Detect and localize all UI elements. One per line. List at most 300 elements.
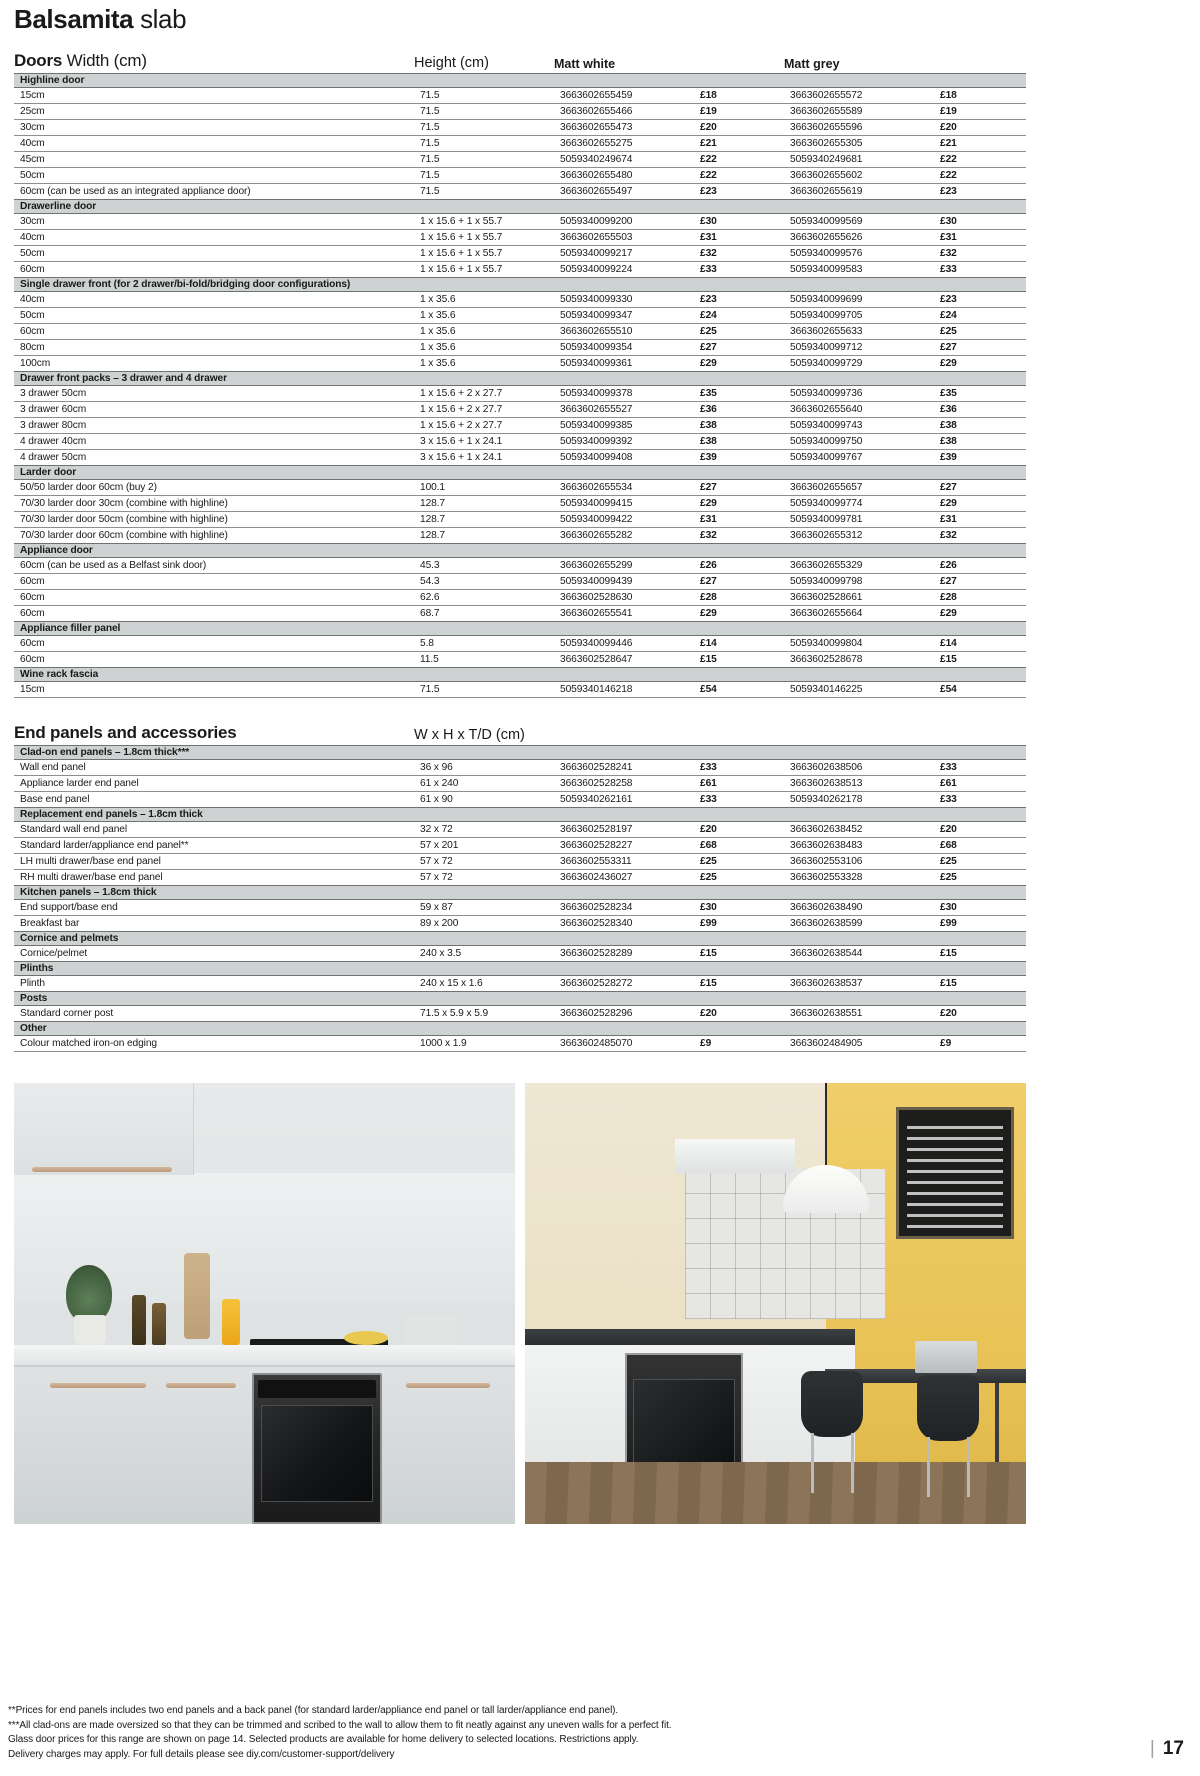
cell-description: Cornice/pelmet — [20, 948, 88, 959]
table-row — [14, 246, 1026, 262]
cell-grey-code: 3663602528661 — [790, 592, 863, 603]
cell-dimension: 54.3 — [420, 576, 440, 587]
cell-dimension: 240 x 3.5 — [420, 948, 462, 959]
cell-white-price: £33 — [700, 762, 717, 773]
cell-white-code: 5059340099439 — [560, 576, 633, 587]
column-header-dimensions: W x H x T/D (cm) — [414, 727, 525, 743]
cell-description: 60cm (can be used as a Belfast sink door) — [20, 560, 207, 571]
cell-white-code: 3663602528234 — [560, 902, 633, 913]
cell-white-price: £25 — [700, 872, 717, 883]
cell-grey-code: 3663602655640 — [790, 404, 863, 415]
panels-header-label: End panels and accessories — [14, 723, 237, 742]
cell-description: 15cm — [20, 90, 45, 101]
cell-white-code: 3663602655541 — [560, 608, 633, 619]
pendant-cord — [825, 1083, 827, 1169]
cell-white-price: £35 — [700, 388, 717, 399]
cell-white-price: £28 — [700, 592, 717, 603]
cell-dimension: 71.5 — [420, 684, 440, 695]
cell-description: 60cm — [20, 654, 45, 665]
cell-description: 15cm — [20, 684, 45, 695]
wood-floor — [525, 1462, 1026, 1524]
oven-door-glass-left — [261, 1405, 373, 1502]
cell-description: 60cm — [20, 592, 45, 603]
cell-grey-code: 5059340099781 — [790, 514, 863, 525]
cell-white-price: £33 — [700, 794, 717, 805]
left-upper-handle — [32, 1167, 172, 1172]
cell-dimension: 1 x 15.6 + 1 x 55.7 — [420, 248, 503, 259]
cell-white-code: 5059340099415 — [560, 498, 633, 509]
cell-grey-price: £33 — [940, 762, 957, 773]
cell-description: Wall end panel — [20, 762, 86, 773]
table-row — [14, 1006, 1026, 1022]
cell-grey-price: £18 — [940, 90, 957, 101]
column-header-matt-white: Matt white — [554, 57, 616, 71]
cell-white-code: 5059340099361 — [560, 358, 633, 369]
plant-pot — [74, 1315, 106, 1345]
cell-white-price: £21 — [700, 138, 717, 149]
cell-dimension: 89 x 200 — [420, 918, 459, 929]
table-row — [14, 230, 1026, 246]
built-in-oven-right — [625, 1353, 743, 1475]
cell-grey-price: £9 — [940, 1038, 952, 1049]
cell-grey-code: 5059340099767 — [790, 452, 863, 463]
cell-grey-code: 5059340262178 — [790, 794, 863, 805]
cell-grey-price: £22 — [940, 154, 957, 165]
cell-white-code: 5059340146218 — [560, 684, 633, 695]
cell-grey-code: 3663602638490 — [790, 902, 863, 913]
table-row — [14, 574, 1026, 590]
cell-white-code: 5059340099330 — [560, 294, 633, 305]
cell-grey-code: 3663602655305 — [790, 138, 863, 149]
cell-grey-price: £21 — [940, 138, 957, 149]
cell-white-code: 3663602528289 — [560, 948, 633, 959]
cell-grey-code: 5059340099712 — [790, 342, 863, 353]
cell-description: Colour matched iron-on edging — [20, 1038, 157, 1049]
cell-description: 3 drawer 80cm — [20, 420, 87, 431]
cell-grey-price: £24 — [940, 310, 957, 321]
section-header-row: Clad-on end panels – 1.8cm thick*** — [14, 745, 1026, 760]
table-row — [14, 340, 1026, 356]
cell-grey-price: £30 — [940, 902, 957, 913]
cell-grey-code: 5059340249681 — [790, 154, 863, 165]
cell-white-code: 3663602528197 — [560, 824, 633, 835]
page-number-divider: | — [1149, 1738, 1155, 1759]
footnote-line-1: **Prices for end panels includes two end panels and a back panel (for standard larder/appliance end panel or tall larder/appliance end panel). — [8, 1705, 619, 1716]
cell-description: 50/50 larder door 60cm (buy 2) — [20, 482, 157, 493]
cell-grey-code: 3663602638506 — [790, 762, 863, 773]
cell-white-price: £38 — [700, 420, 717, 431]
column-header-height: Height (cm) — [414, 55, 489, 71]
cell-white-price: £20 — [700, 122, 717, 133]
cell-white-code: 3663602655275 — [560, 138, 633, 149]
cell-grey-price: £23 — [940, 186, 957, 197]
cell-white-code: 5059340262161 — [560, 794, 633, 805]
cell-white-price: £18 — [700, 90, 717, 101]
cell-grey-price: £15 — [940, 978, 957, 989]
section-header-row: Replacement end panels – 1.8cm thick — [14, 807, 1026, 822]
food-plate — [344, 1331, 388, 1345]
cell-grey-price: £22 — [940, 170, 957, 181]
cell-grey-code: 5059340099699 — [790, 294, 863, 305]
cell-description: 50cm — [20, 248, 45, 259]
cell-description: 70/30 larder door 60cm (combine with highline) — [20, 530, 228, 541]
poster-text-lines — [907, 1118, 1003, 1228]
page-number — [1150, 1738, 1184, 1760]
section-header-row: Single drawer front (for 2 drawer/bi-fold/bridging door configurations) — [14, 277, 1026, 292]
cell-white-code: 5059340099217 — [560, 248, 633, 259]
cell-grey-code: 5059340099583 — [790, 264, 863, 275]
cell-white-code: 5059340099347 — [560, 310, 633, 321]
cell-dimension: 57 x 201 — [420, 840, 459, 851]
cell-description: 70/30 larder door 50cm (combine with highline) — [20, 514, 228, 525]
cell-grey-code: 3663602655626 — [790, 232, 863, 243]
cell-white-code: 5059340099200 — [560, 216, 633, 227]
cell-white-code: 5059340099422 — [560, 514, 633, 525]
cell-grey-price: £36 — [940, 404, 957, 415]
table-row — [14, 386, 1026, 402]
cell-grey-code: 3663602655602 — [790, 170, 863, 181]
table-row — [14, 104, 1026, 120]
cell-grey-price: £30 — [940, 216, 957, 227]
cell-white-price: £20 — [700, 824, 717, 835]
table-row — [14, 760, 1026, 776]
table-row — [14, 1036, 1026, 1052]
cell-white-price: £14 — [700, 638, 717, 649]
cell-grey-code: 3663602484905 — [790, 1038, 863, 1049]
section-header-row: Appliance filler panel — [14, 621, 1026, 636]
table-row — [14, 822, 1026, 838]
cell-dimension: 57 x 72 — [420, 872, 453, 883]
cell-white-price: £22 — [700, 170, 717, 181]
built-in-oven-left — [252, 1373, 382, 1524]
cell-dimension: 71.5 — [420, 154, 440, 165]
oil-bottle — [132, 1295, 146, 1345]
cell-dimension: 1 x 35.6 — [420, 294, 456, 305]
table-row — [14, 854, 1026, 870]
cell-white-code: 3663602655282 — [560, 530, 633, 541]
cell-white-price: £27 — [700, 576, 717, 587]
cell-grey-price: £35 — [940, 388, 957, 399]
cell-white-price: £23 — [700, 186, 717, 197]
end-panels-price-table — [14, 716, 1026, 1052]
cell-dimension: 1 x 35.6 — [420, 326, 456, 337]
table-row — [14, 324, 1026, 340]
cell-dimension: 62.6 — [420, 592, 440, 603]
cell-dimension: 45.3 — [420, 560, 440, 571]
cell-white-code: 3663602528227 — [560, 840, 633, 851]
cell-dimension: 1 x 15.6 + 1 x 55.7 — [420, 232, 503, 243]
cell-white-code: 5059340099446 — [560, 638, 633, 649]
cell-grey-price: £15 — [940, 654, 957, 665]
cell-grey-code: 3663602655312 — [790, 530, 863, 541]
cell-grey-code: 3663602655664 — [790, 608, 863, 619]
cell-dimension: 1 x 15.6 + 1 x 55.7 — [420, 216, 503, 227]
cell-dimension: 71.5 — [420, 122, 440, 133]
cell-white-price: £39 — [700, 452, 717, 463]
kitchen-photo-right — [525, 1083, 1026, 1524]
cell-description: 80cm — [20, 342, 45, 353]
cell-description: 50cm — [20, 310, 45, 321]
cell-grey-price: £27 — [940, 576, 957, 587]
cell-white-price: £31 — [700, 232, 717, 243]
cell-dimension: 71.5 — [420, 90, 440, 101]
cell-grey-code: 5059340099743 — [790, 420, 863, 431]
range-variant: slab — [140, 4, 187, 34]
table-row — [14, 434, 1026, 450]
cell-description: 60cm — [20, 608, 45, 619]
cell-white-code: 5059340099408 — [560, 452, 633, 463]
cell-dimension: 128.7 — [420, 514, 445, 525]
cell-grey-price: £14 — [940, 638, 957, 649]
cell-grey-code: 3663602638452 — [790, 824, 863, 835]
cell-white-code: 5059340099385 — [560, 420, 633, 431]
cell-dimension: 71.5 — [420, 138, 440, 149]
table-row — [14, 558, 1026, 574]
left-base-handle-3 — [406, 1383, 490, 1388]
photo-row — [14, 1083, 1026, 1524]
cell-dimension: 1000 x 1.9 — [420, 1038, 467, 1049]
cell-description: 100cm — [20, 358, 51, 369]
doors-price-table — [14, 44, 1026, 698]
cell-grey-price: £20 — [940, 122, 957, 133]
table-row — [14, 792, 1026, 808]
doors-header-unit: Width (cm) — [66, 51, 147, 70]
oven-door-glass-right — [633, 1379, 735, 1463]
cell-grey-code: 5059340099576 — [790, 248, 863, 259]
left-base-handle-1 — [50, 1383, 146, 1388]
table-row — [14, 418, 1026, 434]
right-worktop — [525, 1329, 855, 1345]
table-row — [14, 652, 1026, 668]
cell-white-code: 3663602528258 — [560, 778, 633, 789]
table-row — [14, 152, 1026, 168]
table-row — [14, 870, 1026, 886]
table-row — [14, 838, 1026, 854]
cell-description: 40cm — [20, 138, 45, 149]
cell-grey-price: £38 — [940, 436, 957, 447]
cell-dimension: 36 x 96 — [420, 762, 453, 773]
table-row — [14, 776, 1026, 792]
cell-dimension: 59 x 87 — [420, 902, 453, 913]
cell-grey-price: £39 — [940, 452, 957, 463]
cell-dimension: 11.5 — [420, 654, 439, 665]
brand-name: Balsamita — [14, 4, 134, 34]
cell-white-price: £36 — [700, 404, 717, 415]
cell-white-price: £9 — [700, 1038, 712, 1049]
cell-grey-price: £28 — [940, 592, 957, 603]
cell-grey-price: £29 — [940, 608, 957, 619]
cell-dimension: 68.7 — [420, 608, 440, 619]
cell-description: 30cm — [20, 216, 45, 227]
cell-dimension: 3 x 15.6 + 1 x 24.1 — [420, 452, 503, 463]
cell-dimension: 3 x 15.6 + 1 x 24.1 — [420, 436, 503, 447]
cell-white-code: 3663602655459 — [560, 90, 633, 101]
cell-grey-code: 3663602655657 — [790, 482, 863, 493]
section-header-row: Appliance door — [14, 543, 1026, 558]
cell-dimension: 240 x 15 x 1.6 — [420, 978, 483, 989]
cell-grey-code: 3663602638544 — [790, 948, 863, 959]
cell-white-price: £20 — [700, 1008, 717, 1019]
table-row — [14, 136, 1026, 152]
table-row — [14, 946, 1026, 962]
cell-description: 50cm — [20, 170, 45, 181]
cell-grey-price: £38 — [940, 420, 957, 431]
cell-grey-price: £68 — [940, 840, 957, 851]
cell-white-price: £23 — [700, 294, 717, 305]
cell-white-code: 3663602655497 — [560, 186, 633, 197]
cell-dimension: 1 x 35.6 — [420, 310, 456, 321]
cell-grey-price: £26 — [940, 560, 957, 571]
footnote-line-4: Delivery charges may apply. For full details please see diy.com/customer-support/delivery — [8, 1748, 395, 1760]
cell-white-code: 3663602655534 — [560, 482, 633, 493]
cell-white-price: £26 — [700, 560, 717, 571]
cell-white-price: £30 — [700, 902, 717, 913]
cell-grey-code: 3663602638513 — [790, 778, 863, 789]
cell-grey-price: £25 — [940, 856, 957, 867]
cooker-hood — [675, 1139, 795, 1173]
cell-white-code: 3663602436027 — [560, 872, 633, 883]
cell-white-price: £38 — [700, 436, 717, 447]
cell-dimension: 1 x 15.6 + 1 x 55.7 — [420, 264, 503, 275]
bar-stool-1-leg-a — [811, 1433, 814, 1493]
cell-white-price: £25 — [700, 856, 717, 867]
cell-white-code: 3663602528272 — [560, 978, 633, 989]
cell-grey-code: 3663602655329 — [790, 560, 863, 571]
doors-table-header — [14, 44, 1026, 74]
cell-dimension: 61 x 240 — [420, 778, 459, 789]
vinegar-bottle — [152, 1303, 166, 1345]
cell-white-code: 5059340099354 — [560, 342, 633, 353]
cell-description: 40cm — [20, 232, 45, 243]
cell-description: 60cm — [20, 326, 45, 337]
footnote-line-3: Glass door prices for this range are shown on page 14. Selected products are available for home delivery to selected locations. Restrictions apply. — [8, 1734, 639, 1746]
cell-grey-code: 3663602553106 — [790, 856, 863, 867]
kitchen-photo-left — [14, 1083, 515, 1524]
cell-grey-code: 3663602655589 — [790, 106, 863, 117]
footnote-line-2: ***All clad-ons are made oversized so that they can be trimmed and scribed to the wall to allow them to fit neatly against any uneven walls for a perfect fit. — [8, 1719, 672, 1731]
cell-grey-code: 5059340099569 — [790, 216, 863, 227]
cell-description: 60cm — [20, 638, 45, 649]
cell-grey-price: £19 — [940, 106, 957, 117]
section-header-row: Drawer front packs – 3 drawer and 4 drawer — [14, 371, 1026, 386]
cell-white-price: £15 — [700, 948, 717, 959]
table-row — [14, 450, 1026, 466]
bar-stool-2-leg-b — [967, 1437, 970, 1497]
table-row — [14, 184, 1026, 200]
cell-grey-price: £31 — [940, 514, 957, 525]
section-header-row: Posts — [14, 991, 1026, 1006]
doors-header-label: Doors — [14, 51, 63, 70]
cell-white-price: £19 — [700, 106, 717, 117]
oven-control-panel-left — [258, 1380, 376, 1398]
cell-grey-code: 3663602638537 — [790, 978, 863, 989]
cell-grey-code: 3663602553328 — [790, 872, 863, 883]
table-row — [14, 916, 1026, 932]
cell-description: Standard wall end panel — [20, 824, 128, 835]
cell-grey-price: £61 — [940, 778, 957, 789]
cell-white-code: 5059340099224 — [560, 264, 633, 275]
cell-white-code: 3663602528647 — [560, 654, 633, 665]
doors-header-title — [14, 51, 414, 71]
cell-white-code: 3663602655510 — [560, 326, 633, 337]
cell-dimension: 1 x 35.6 — [420, 342, 456, 353]
section-header-row: Cornice and pelmets — [14, 931, 1026, 946]
left-base-handle-2 — [166, 1383, 236, 1388]
cell-white-code: 3663602528630 — [560, 592, 633, 603]
cell-dimension: 1 x 35.6 — [420, 358, 456, 369]
cell-white-price: £31 — [700, 514, 717, 525]
cell-description: 70/30 larder door 30cm (combine with highline) — [20, 498, 228, 509]
section-header-row: Highline door — [14, 73, 1026, 88]
panels-header-title — [14, 723, 414, 743]
bar-stool-1-leg-b — [851, 1433, 854, 1493]
cell-grey-price: £32 — [940, 530, 957, 541]
cell-description: RH multi drawer/base end panel — [20, 872, 163, 883]
cell-dimension: 71.5 — [420, 106, 440, 117]
cell-dimension: 71.5 — [420, 186, 440, 197]
table-row — [14, 636, 1026, 652]
cell-description: Breakfast bar — [20, 918, 80, 929]
cell-white-price: £29 — [700, 498, 717, 509]
cell-grey-price: £25 — [940, 326, 957, 337]
cell-white-price: £27 — [700, 342, 717, 353]
cell-grey-price: £29 — [940, 498, 957, 509]
table-row — [14, 900, 1026, 916]
cell-description: 3 drawer 60cm — [20, 404, 87, 415]
cell-white-code: 3663602655299 — [560, 560, 633, 571]
table-row — [14, 976, 1026, 992]
panels-table-header — [14, 716, 1026, 746]
cell-dimension: 61 x 90 — [420, 794, 453, 805]
cell-dimension: 5.8 — [420, 638, 434, 649]
doors-table-body — [14, 73, 1026, 698]
cell-white-price: £22 — [700, 154, 717, 165]
cell-white-price: £15 — [700, 654, 717, 665]
bar-stool-2-leg-a — [927, 1437, 930, 1497]
cell-grey-code: 3663602655596 — [790, 122, 863, 133]
cell-grey-code: 5059340099798 — [790, 576, 863, 587]
table-row — [14, 214, 1026, 230]
cell-dimension: 1 x 15.6 + 2 x 27.7 — [420, 420, 503, 431]
cell-white-price: £29 — [700, 358, 717, 369]
cell-grey-price: £27 — [940, 482, 957, 493]
chopping-board — [184, 1253, 210, 1339]
table-row — [14, 512, 1026, 528]
section-header-row: Plinths — [14, 961, 1026, 976]
cell-white-code: 3663602528296 — [560, 1008, 633, 1019]
section-header-row: Larder door — [14, 465, 1026, 480]
table-row — [14, 528, 1026, 544]
cell-grey-price: £20 — [940, 824, 957, 835]
cell-grey-code: 5059340099705 — [790, 310, 863, 321]
table-row — [14, 88, 1026, 104]
cell-grey-code: 5059340099804 — [790, 638, 863, 649]
cell-grey-code: 3663602655619 — [790, 186, 863, 197]
cell-grey-code: 3663602638551 — [790, 1008, 863, 1019]
cell-grey-code: 3663602655572 — [790, 90, 863, 101]
cell-grey-code: 3663602655633 — [790, 326, 863, 337]
cell-white-price: £15 — [700, 978, 717, 989]
cell-description: Standard larder/appliance end panel** — [20, 840, 189, 851]
cell-description: Standard corner post — [20, 1008, 114, 1019]
cell-description: 45cm — [20, 154, 45, 165]
cell-grey-price: £33 — [940, 264, 957, 275]
cell-description: 40cm — [20, 294, 45, 305]
footnotes — [8, 1704, 1028, 1762]
wall-art-poster — [896, 1107, 1014, 1239]
cell-grey-price: £31 — [940, 232, 957, 243]
panels-table-body — [14, 745, 1026, 1052]
